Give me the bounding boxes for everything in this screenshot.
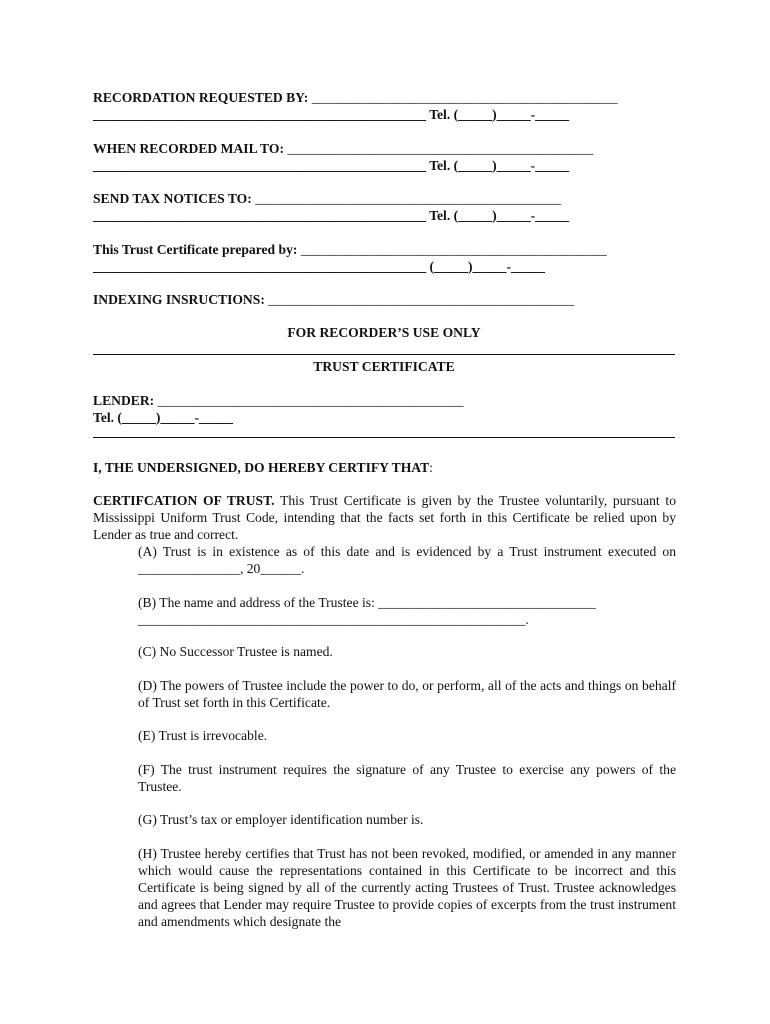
document-title: TRUST CERTIFICATE bbox=[313, 359, 455, 374]
prepared-by-blank: _____________________________________________ bbox=[300, 242, 607, 257]
certify-statement-colon: : bbox=[429, 460, 433, 475]
item-c: (C) No Successor Trustee is named. bbox=[138, 644, 333, 659]
mail-to-phone-line: _________________________________________________ Tel. (_____)_____-_____ bbox=[93, 158, 570, 173]
lender-blank: _____________________________________________ bbox=[157, 393, 464, 408]
item-b-line2: _________________________________________________________. bbox=[138, 612, 529, 627]
prepared-by-line bbox=[93, 241, 607, 258]
certify-statement bbox=[93, 459, 433, 476]
item-a: (A) Trust is in existence as of this date and is evidenced by a Trust instrument executed on _______________, 20______. bbox=[138, 544, 676, 576]
lender-phone: Tel. (_____)_____-_____ bbox=[93, 410, 233, 425]
item-g: (G) Trust’s tax or employer identification number is. bbox=[138, 812, 424, 827]
divider-top bbox=[93, 354, 675, 355]
recordation-phone-line: _________________________________________________ Tel. (_____)_____-_____ bbox=[93, 107, 570, 122]
item-b-line1: (B) The name and address of the Trustee is: ________________________________ bbox=[138, 595, 596, 610]
mail-to-label: WHEN RECORDED MAIL TO: bbox=[93, 141, 284, 156]
mail-to-blank: _____________________________________________ bbox=[287, 141, 594, 156]
recordation-requested-by-line bbox=[93, 89, 618, 106]
certification-text: This Trust Certificate is given by the Trustee voluntarily, pursuant to Mississippi Uniform Trust Code, intending that the facts set forth in this Certificate be relied upon by Lender as true and correct. bbox=[93, 493, 676, 542]
tax-notices-blank: _____________________________________________ bbox=[255, 191, 562, 206]
tax-notices-line bbox=[93, 190, 561, 207]
recorders-use-heading: FOR RECORDER’S USE ONLY bbox=[287, 325, 481, 340]
tax-notices-label: SEND TAX NOTICES TO: bbox=[93, 191, 252, 206]
lender-label: LENDER: bbox=[93, 393, 155, 408]
indexing-line bbox=[93, 291, 574, 308]
certification-lead: CERTIFCATION OF TRUST. bbox=[93, 493, 275, 508]
item-e: (E) Trust is irrevocable. bbox=[138, 728, 268, 743]
divider-bottom bbox=[93, 437, 675, 438]
lender-line bbox=[93, 392, 463, 409]
item-d: (D) The powers of Trustee include the power to do, or perform, all of the acts and things on behalf of Trust set forth in this Certificate. bbox=[138, 678, 676, 710]
indexing-label: INDEXING INSRUCTIONS: bbox=[93, 292, 265, 307]
certify-statement-text: I, THE UNDERSIGNED, DO HEREBY CERTIFY THAT bbox=[93, 460, 430, 475]
tax-notices-phone-line: _________________________________________________ Tel. (_____)_____-_____ bbox=[93, 208, 570, 223]
item-f: (F) The trust instrument requires the signature of any Trustee to exercise any powers of the Trustee. bbox=[138, 762, 676, 794]
mail-to-line bbox=[93, 140, 593, 157]
prepared-by-phone-line: _________________________________________________ (_____)_____-_____ bbox=[93, 259, 545, 274]
recordation-requested-by-label: RECORDATION REQUESTED BY: bbox=[93, 90, 309, 105]
prepared-by-label: This Trust Certificate prepared by: bbox=[93, 242, 298, 257]
certification-paragraph bbox=[93, 492, 676, 543]
indexing-blank: _____________________________________________ bbox=[268, 292, 575, 307]
recordation-requested-by-blank: _____________________________________________ bbox=[311, 90, 618, 105]
item-h: (H) Trustee hereby certifies that Trust has not been revoked, modified, or amended in any manner which would cause the representations contained in this Certificate to be incorrect and this Certificate is being signed by all of the currently acting Trustees of Trust. Trustee acknowledges and agrees that Lender may require Trustee to provide copies of excerpts from the trust instrument and amendments which designate the bbox=[138, 846, 676, 929]
